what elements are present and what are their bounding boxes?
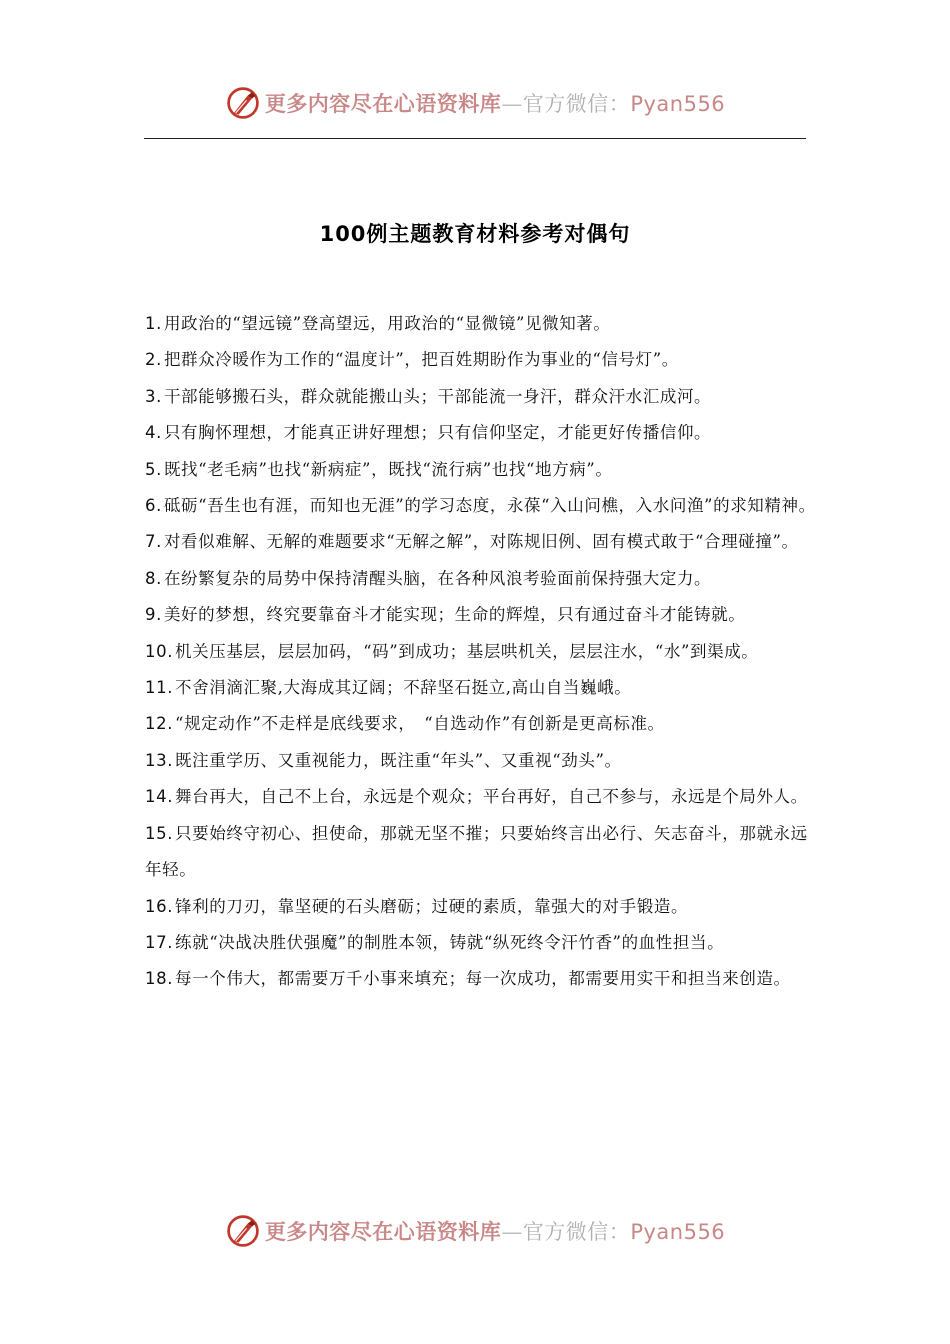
item-text: 机关压基层，层层加码，“码”到成功；基层哄机关，层层注水，“水”到渠成。	[175, 641, 759, 661]
item-number: 11.	[145, 678, 174, 698]
item-number: 10.	[145, 641, 174, 661]
item-text: 把群众冷暖作为工作的“温度计”，把百姓期盼作为事业的“信号灯”。	[163, 350, 679, 370]
item-text: 对看似难解、无解的难题要求“无解之解”，对陈规旧例、固有模式敢于“合理碰撞”。	[163, 532, 799, 552]
item-text: 砥砺“吾生也有涯，而知也无涯”的学习态度，永葆“入山问樵，入水问渔”的求知精神。	[163, 496, 816, 516]
item-text: 不舍涓滴汇聚,大海成其辽阔；不辞坚石挺立,高山自当巍峨。	[175, 678, 632, 698]
item-number: 1.	[145, 314, 162, 333]
item-text: 美好的梦想，终究要靠奋斗才能实现；生命的辉煌，只有通过奋斗才能铸就。	[163, 605, 746, 625]
list-item	[145, 488, 820, 524]
item-number: 16.	[145, 896, 174, 916]
item-number: 2.	[145, 350, 162, 370]
brand-text	[265, 1216, 725, 1246]
item-text: 只要始终守初心、担使命，那就无坚不摧；只要始终言出必行、矢志奋斗，那就永远年轻。	[145, 823, 808, 880]
item-text: 每一个伟大，都需要万千小事来填充；每一次成功，都需要用实干和担当来创造。	[175, 969, 791, 989]
list-item	[145, 706, 820, 742]
item-text: 锋利的刀刃，靠坚硬的石头磨砺；过硬的素质，靠强大的对手锻造。	[175, 896, 689, 916]
list-item	[145, 634, 820, 670]
list-item	[145, 816, 820, 889]
list-item	[145, 925, 820, 961]
brand-main: 更多内容尽在心语资料库	[264, 92, 502, 116]
item-number: 14.	[145, 787, 174, 807]
item-text: 用政治的“望远镜”登高望远，用政治的“显微镜”见微知著。	[163, 314, 611, 333]
list-item	[145, 306, 820, 342]
footer-brand	[0, 1208, 950, 1254]
item-text: 只有胸怀理想，才能真正讲好理想；只有信仰坚定，才能更好传播信仰。	[163, 423, 712, 443]
list-item	[145, 561, 820, 597]
list-item	[145, 743, 820, 779]
item-number: 4.	[145, 423, 162, 443]
item-text: 既注重学历、又重视能力，既注重“年头”、又重视“劲头”。	[175, 750, 622, 770]
list-item	[145, 597, 820, 633]
item-text: 在纷繁复杂的局势中保持清醒头脑，在各种风浪考验面前保持强大定力。	[163, 568, 712, 588]
item-number: 6.	[145, 496, 162, 516]
item-number: 15.	[145, 823, 174, 843]
item-number: 5.	[145, 459, 162, 479]
sentence-list	[145, 306, 820, 998]
brand-contact-id: Pyan556	[630, 92, 726, 116]
brand-separator: —	[501, 92, 523, 116]
item-text: 既找“老毛病”也找“新病症”，既找“流行病”也找“地方病”。	[163, 459, 613, 479]
pen-nib-icon	[225, 85, 261, 121]
item-number: 17.	[145, 932, 174, 952]
brand-contact-id: Pyan556	[630, 1220, 726, 1244]
brand-contact-label: 官方微信：	[522, 1220, 631, 1244]
item-number: 9.	[145, 605, 162, 625]
list-item	[145, 670, 820, 706]
header-divider	[144, 138, 806, 139]
item-text: 舞台再大，自己不上台，永远是个观众；平台再好，自己不参与，永远是个局外人。	[175, 787, 808, 807]
brand-separator: —	[501, 1220, 523, 1244]
item-text: “规定动作”不走样是底线要求， “自选动作”有创新是更高标准。	[175, 714, 665, 734]
list-item	[145, 524, 820, 560]
list-item	[145, 415, 820, 451]
item-number: 12.	[145, 714, 174, 734]
list-item	[145, 779, 820, 815]
item-number: 13.	[145, 750, 174, 770]
item-text: 练就“决战决胜伏强魔”的制胜本领，铸就“纵死终令汗竹香”的血性担当。	[175, 932, 725, 952]
list-item	[145, 379, 820, 415]
page-title: 100例主题教育材料参考对偶句	[319, 222, 631, 246]
header-brand	[0, 80, 950, 126]
list-item	[145, 452, 820, 488]
item-number: 8.	[145, 568, 162, 588]
brand-text	[265, 88, 725, 118]
pen-nib-icon	[225, 1213, 261, 1249]
brand-contact-label: 官方微信：	[522, 92, 631, 116]
brand-main: 更多内容尽在心语资料库	[264, 1220, 502, 1244]
list-item	[145, 961, 820, 997]
item-text: 干部能够搬石头，群众就能搬山头；干部能流一身汗，群众汗水汇成河。	[163, 386, 712, 406]
item-number: 7.	[145, 532, 162, 552]
list-item	[145, 889, 820, 925]
item-number: 3.	[145, 386, 162, 406]
list-item	[145, 342, 820, 378]
item-number: 18.	[145, 969, 174, 989]
